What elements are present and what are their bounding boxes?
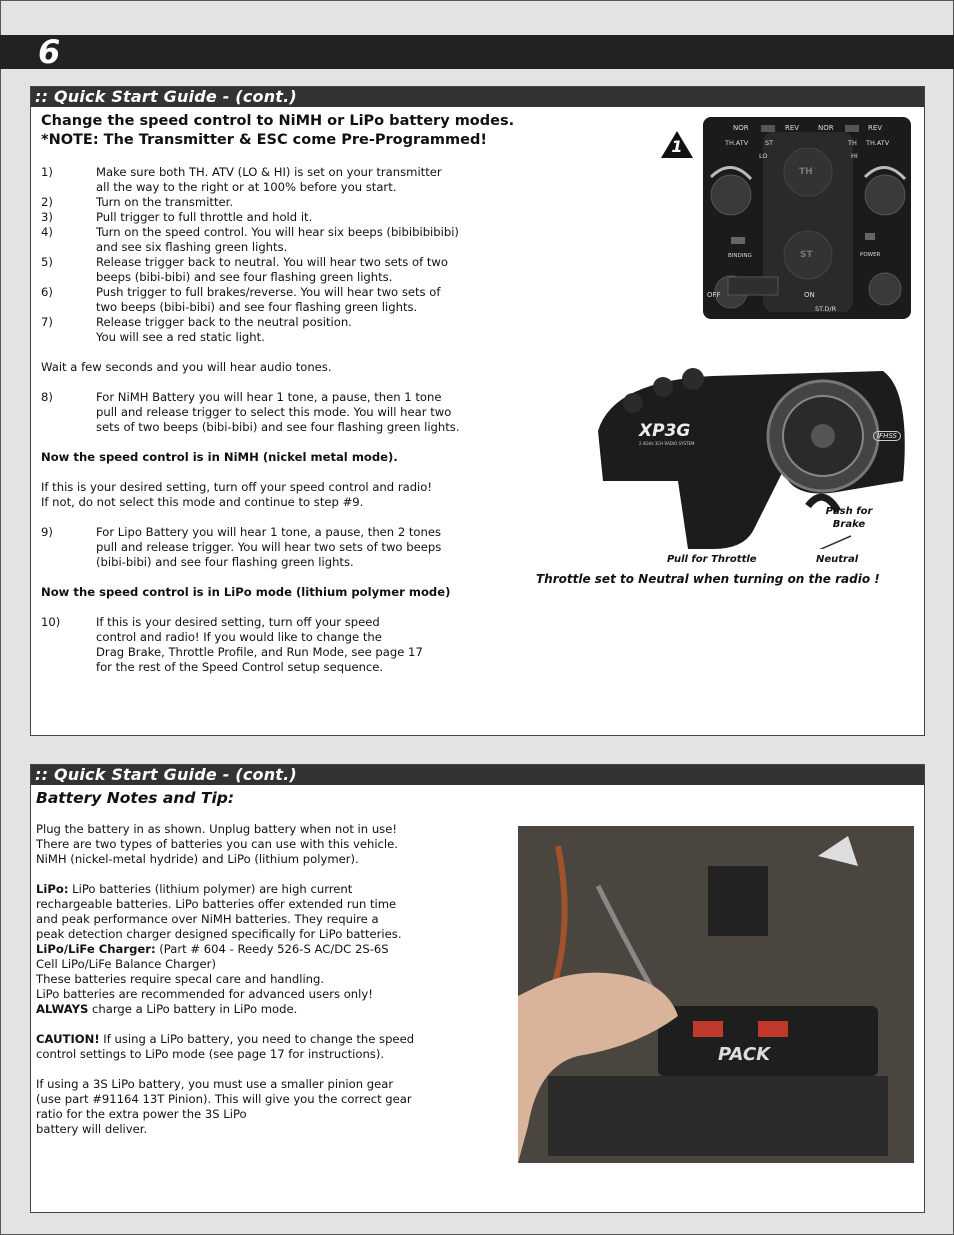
ifhss-badge: IFHSS (873, 431, 901, 441)
label-binding: BINDING (728, 253, 752, 259)
lipo-line: LiPo: LiPo batteries (lithium polymer) are high current (36, 882, 353, 896)
pull-for-throttle-label: Pull for Throttle (667, 554, 757, 565)
caution-line: CAUTION! If using a LiPo battery, you need to change the speed (36, 1032, 415, 1046)
step-number: 5) (41, 255, 53, 269)
section-header-bar (31, 765, 924, 785)
always-line: ALWAYS charge a LiPo battery in LiPo mode. (36, 1002, 298, 1016)
label-stdr: ST.D/R (815, 305, 837, 313)
push-for-brake-label: Push for Brake (825, 506, 873, 530)
battery-install-photo (518, 826, 914, 1163)
nimh-note: Now the speed control is in NiMH (nickel metal mode). (41, 450, 398, 464)
step-text: Release trigger back to neutral. You will hear two sets of two (96, 255, 448, 269)
step-text: If this is your desired setting, turn off your speed (96, 615, 380, 629)
nimh-after-text: If this is your desired setting, turn off your speed control and radio! (41, 480, 433, 494)
section-header-bar (31, 87, 924, 107)
transmitter-subbrand: 2.4GHz 3CH RADIO SYSTEM (639, 441, 695, 446)
transmitter-brand: XP3G (639, 421, 691, 441)
throttle-caption: Throttle set to Neutral when turning on the radio ! (536, 572, 880, 586)
quick-start-section-2 (30, 764, 925, 1213)
step-text: Turn on the speed control. You will hear six beeps (bibibibibibi) (96, 225, 459, 239)
quick-start-section-1 (30, 86, 925, 736)
label-rev-left: REV (785, 124, 800, 132)
label-off: OFF (707, 291, 721, 299)
step-text: for the rest of the Speed Control setup sequence. (96, 660, 384, 674)
step-text: Pull trigger to full throttle and hold it. (96, 210, 313, 224)
care-line: LiPo batteries are recommended for advanced users only! (36, 987, 373, 1001)
nimh-after-text: If not, do not select this mode and continue to step #9. (41, 495, 364, 509)
label-th-atv-right: TH.ATV (866, 139, 890, 147)
step-number: 1) (41, 165, 53, 179)
step-number: 3) (41, 210, 53, 224)
label-on: ON (804, 291, 815, 299)
pinion-line: battery will deliver. (36, 1122, 148, 1136)
battery-pack-label: PACK (718, 1044, 771, 1065)
label-lo: LO (759, 152, 768, 160)
step-text: Turn on the transmitter. (96, 195, 234, 209)
battery-notes-body (36, 822, 516, 1137)
lipo-line: and peak performance over NiMH batteries. They require a (36, 912, 379, 926)
lipo-note: Now the speed control is in LiPo mode (lithium polymer mode) (41, 585, 451, 599)
heading-line-2: *NOTE: The Transmitter & ESC come Pre-Programmed! (41, 132, 487, 148)
step-number: 8) (41, 390, 53, 404)
step-text: sets of two beeps (bibi-bibi) and see four flashing green lights. (96, 420, 460, 434)
heading-line-1: Change the speed control to NiMH or LiPo battery modes. (41, 113, 515, 129)
step-text: pull and release trigger to select this mode. You will hear two (96, 405, 452, 419)
intro-line: Plug the battery in as shown. Unplug battery when not in use! (36, 822, 397, 836)
step-text: Release trigger back to the neutral position. (96, 315, 352, 329)
step-text: For Lipo Battery you will hear 1 tone, a pause, then 2 tones (96, 525, 442, 539)
label-nor-right: NOR (818, 124, 834, 132)
label-power: POWER (860, 252, 881, 258)
step-number: 2) (41, 195, 53, 209)
caution-line: control settings to LiPo mode (see page 17 for instructions). (36, 1047, 385, 1061)
step-number: 4) (41, 225, 53, 239)
transmitter-panel-photo (703, 117, 911, 319)
step-text: two beeps (bibi-bibi) and see four flashing green lights. (96, 300, 418, 314)
lipo-line: rechargeable batteries. LiPo batteries offer extended run time (36, 897, 397, 911)
step-text: Drag Brake, Throttle Profile, and Run Mode, see page 17 (96, 645, 423, 659)
care-line: These batteries require specal care and handling. (36, 972, 325, 986)
wait-text: Wait a few seconds and you will hear audio tones. (41, 360, 332, 374)
section-header-title: :: Quick Start Guide - (cont.) (35, 765, 297, 784)
pinion-line: If using a 3S LiPo battery, you must use a smaller pinion gear (36, 1077, 394, 1091)
step-number: 9) (41, 525, 53, 539)
label-th: TH (848, 139, 857, 147)
step-number: 10) (41, 615, 61, 629)
label-rev-right: REV (868, 124, 883, 132)
step-text: For NiMH Battery you will hear 1 tone, a pause, then 1 tone (96, 390, 442, 404)
step-badge: 1 (671, 137, 683, 156)
intro-line: There are two types of batteries you can use with this vehicle. (36, 837, 398, 851)
step-text: all the way to the right or at 100% before you start. (96, 180, 397, 194)
battery-svg (518, 826, 914, 1163)
step-number: 7) (41, 315, 53, 329)
step-text: pull and release trigger. You will hear two sets of two beeps (96, 540, 442, 554)
step-text: Make sure both TH. ATV (LO & HI) is set on your transmitter (96, 165, 442, 179)
neutral-label: Neutral (816, 554, 859, 565)
step-text: Push trigger to full brakes/reverse. You will hear two sets of (96, 285, 441, 299)
label-nor-left: NOR (733, 124, 749, 132)
intro-line: NiMH (nickel-metal hydride) and LiPo (lithium polymer). (36, 852, 359, 866)
step-text: and see six flashing green lights. (96, 240, 288, 254)
label-th-atv-left: TH.ATV (725, 139, 749, 147)
step-text: (bibi-bibi) and see four flashing green lights. (96, 555, 354, 569)
knob-th-label: TH (799, 167, 813, 177)
battery-notes-heading: Battery Notes and Tip: (36, 789, 235, 807)
intro-text (36, 822, 516, 867)
step-number: 6) (41, 285, 53, 299)
knob-st-label: ST (800, 250, 813, 260)
label-hi: HI (851, 152, 858, 160)
charger-line: Cell LiPo/LiFe Balance Charger) (36, 957, 216, 971)
charger-line: LiPo/LiFe Charger: (Part # 604 - Reedy 526-S AC/DC 2S-6S (36, 942, 389, 956)
page-header-bar (0, 35, 954, 69)
lipo-line: peak detection charger designed specifically for LiPo batteries. (36, 927, 402, 941)
pinion-line: (use part #91164 13T Pinion). This will give you the correct gear (36, 1092, 412, 1106)
label-st: ST (765, 139, 774, 147)
pinion-line: ratio for the extra power the 3S LiPo (36, 1107, 247, 1121)
page-number: 6 (38, 33, 61, 71)
step-text: control and radio! If you would like to change the (96, 630, 382, 644)
section-header-title: :: Quick Start Guide - (cont.) (35, 87, 297, 106)
step-text: You will see a red static light. (96, 330, 265, 344)
step-text: beeps (bibi-bibi) and see four flashing green lights. (96, 270, 393, 284)
panel-svg (703, 117, 911, 319)
